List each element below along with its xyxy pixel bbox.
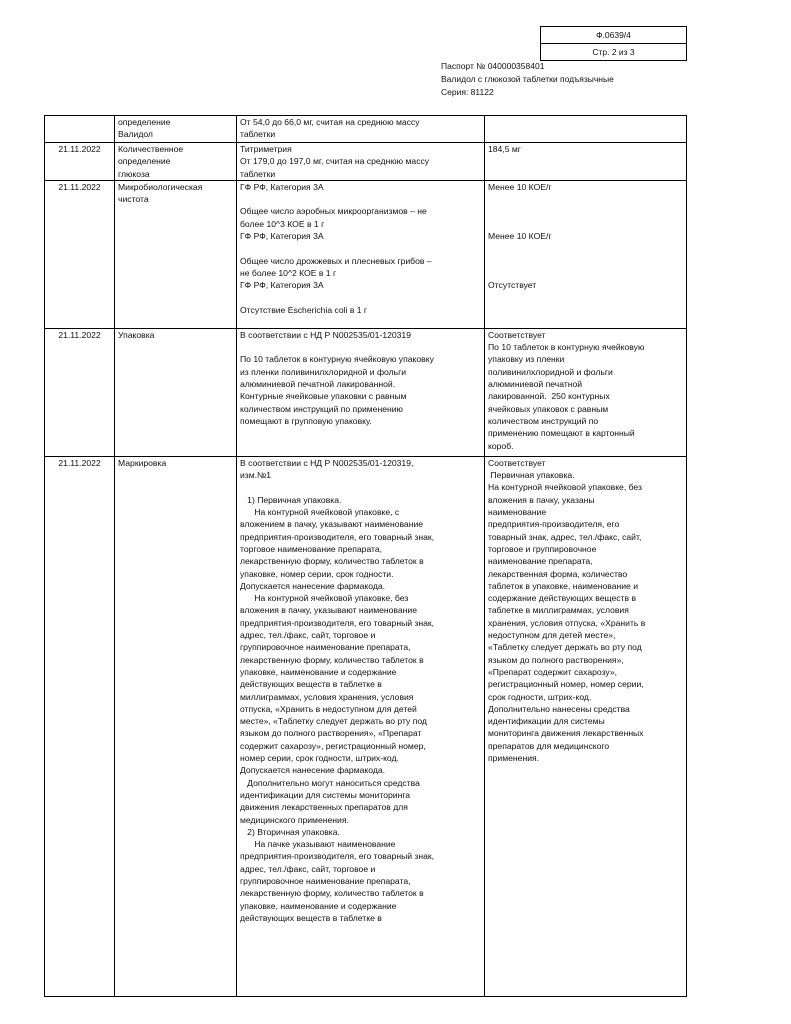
requirement-cell bbox=[237, 143, 485, 181]
text-line: глюкоза bbox=[118, 168, 150, 179]
text-line: срок годности, штрих-код. bbox=[488, 691, 592, 702]
text-line: Дополнительно нанесены средства bbox=[488, 703, 630, 714]
text-line: действующих веществ в таблетке в bbox=[240, 679, 382, 690]
text-line: наименование препарата, bbox=[488, 556, 593, 567]
test-name-cell bbox=[115, 143, 237, 181]
text-line: Отсутствие Escherichia coli в 1 г bbox=[240, 304, 368, 315]
text-line: чистота bbox=[118, 194, 149, 205]
text-line: количеством инструкций по применению bbox=[240, 403, 403, 414]
text-line: поливинилхлоридной и фольги bbox=[488, 366, 613, 377]
result-cell bbox=[485, 116, 687, 143]
text-line: упаковке, наименование и содержание bbox=[240, 666, 397, 677]
text-line: группировочное наименование препарата, bbox=[240, 642, 411, 653]
text-line: языком до полного растворения», bbox=[488, 654, 624, 665]
text-line: Общее число аэробных микроорганизмов – не bbox=[240, 206, 427, 217]
requirement-cell bbox=[237, 456, 485, 996]
passport-number: Паспорт № 040000358401 bbox=[441, 61, 545, 71]
text-line: В соответствии с НД Р N002535/01-120319, bbox=[240, 457, 414, 468]
text-line: упаковке, наименование и содержание bbox=[240, 900, 397, 911]
text-line: таблетки bbox=[240, 129, 276, 140]
text-line: Менее 10 КОЕ/г bbox=[488, 231, 552, 242]
text-line: На контурной ячейковой упаковке, с bbox=[240, 507, 400, 518]
page-number: Стр. 2 из 3 bbox=[541, 43, 686, 60]
text-line: ГФ РФ, Категория 3А bbox=[240, 280, 324, 291]
text-line: Соответствует bbox=[488, 329, 546, 340]
form-code-box bbox=[540, 26, 687, 61]
text-line: Менее 10 КОЕ/г bbox=[488, 181, 552, 192]
text-line bbox=[240, 242, 481, 254]
text-line: 1) Первичная упаковка. bbox=[240, 494, 342, 505]
text-line: изм.№1 bbox=[240, 470, 272, 481]
text-line: препаратов для медицинского bbox=[488, 740, 610, 751]
text-line: регистрационный номер, номер серии, bbox=[488, 679, 644, 690]
text-line: адрес, тел./факс, сайт, торговое и bbox=[240, 630, 376, 641]
text-line: предприятия-производителя, его bbox=[488, 519, 620, 530]
text-line: определение bbox=[118, 117, 171, 127]
text-line bbox=[488, 193, 683, 205]
text-line bbox=[488, 218, 683, 230]
text-line: миллиграммах, условия хранения, условия bbox=[240, 691, 414, 702]
text-line bbox=[240, 292, 481, 304]
text-line: применению помещают в картонный bbox=[488, 428, 635, 439]
text-line: Контурные ячейковые упаковки с равным bbox=[240, 391, 407, 402]
text-line: лекарственную форму, количество таблеток в bbox=[240, 888, 424, 899]
table-row bbox=[45, 328, 687, 456]
table-row bbox=[45, 143, 687, 181]
date-cell bbox=[45, 456, 115, 996]
text-line: ГФ РФ, Категория 3А bbox=[240, 231, 324, 242]
table-row bbox=[45, 456, 687, 996]
text-line: помещают в групповую упаковку. bbox=[240, 415, 372, 426]
date-cell bbox=[45, 180, 115, 328]
text-line: торговое наименование препарата, bbox=[240, 543, 383, 554]
text-line: действующих веществ в таблетке в bbox=[240, 912, 382, 923]
requirement-cell bbox=[237, 116, 485, 143]
form-code: Ф.0639/4 bbox=[596, 30, 631, 40]
text-line: Микробиологическая bbox=[118, 181, 203, 192]
text-line bbox=[488, 242, 683, 254]
text-line: На пачке указывают наименование bbox=[240, 839, 396, 850]
text-line: Количественное bbox=[118, 144, 184, 154]
text-line: наименование bbox=[488, 507, 547, 518]
text-line: определение bbox=[118, 156, 171, 167]
text-line: ячейковых упаковок с равным bbox=[488, 403, 609, 414]
text-line: лекарственную форму, количество таблеток в bbox=[240, 556, 424, 567]
text-line: 2) Вторичная упаковка. bbox=[240, 826, 340, 837]
text-line: предприятия-производителя, его товарный знак, bbox=[240, 531, 435, 542]
text-line bbox=[240, 193, 481, 205]
result-cell bbox=[485, 328, 687, 456]
test-name-cell bbox=[115, 328, 237, 456]
text-line: медицинского применения. bbox=[240, 814, 349, 825]
date-text: 21.11.2022 bbox=[58, 457, 101, 468]
text-line: таблетке в миллиграммах, условия bbox=[488, 605, 629, 616]
text-line: От 179,0 до 197,0 мг, считая на среднюю массу bbox=[240, 156, 430, 167]
text-line: Допускается нанесение фармакода. bbox=[240, 765, 386, 776]
date-text: 21.11.2022 bbox=[58, 181, 101, 192]
test-name-cell bbox=[115, 116, 237, 143]
text-line: Отсутствует bbox=[488, 280, 537, 291]
series-number: Серия: 81122 bbox=[441, 87, 494, 97]
text-line: группировочное наименование препарата, bbox=[240, 875, 411, 886]
table-row bbox=[45, 180, 687, 328]
test-name-cell bbox=[115, 456, 237, 996]
text-line: короб. bbox=[488, 440, 514, 451]
text-line: вложения в пачку, указаны bbox=[488, 494, 595, 505]
text-line: упаковку из пленки bbox=[488, 354, 565, 365]
text-line bbox=[240, 341, 481, 353]
text-line: хранения, условия отпуска, «Хранить в bbox=[488, 617, 646, 628]
text-line: содержит сахарозу», регистрационный номер, bbox=[240, 740, 426, 751]
text-line: содержание действующих веществ в bbox=[488, 593, 637, 604]
text-line: На контурной ячейковой упаковке, без bbox=[240, 593, 409, 604]
text-line: Титриметрия bbox=[240, 144, 292, 154]
text-line: мониторинга движения лекарственных bbox=[488, 728, 644, 739]
document-header bbox=[441, 60, 614, 99]
text-line: товарный знак, адрес, тел./факс, сайт, bbox=[488, 531, 642, 542]
text-line: адрес, тел./факс, сайт, торговое и bbox=[240, 863, 376, 874]
text-line bbox=[488, 267, 683, 279]
text-line: алюминиевой печатной лакированной. bbox=[240, 379, 396, 390]
text-line: лакированной. 250 контурных bbox=[488, 391, 610, 402]
product-name: Валидол с глюкозой таблетки подъязычные bbox=[441, 74, 614, 84]
text-line: упаковке, номер серии, срок годности. bbox=[240, 568, 394, 579]
text-line: отпуска, «Хранить в недоступном для детей bbox=[240, 703, 417, 714]
text-line: алюминиевой печатной bbox=[488, 379, 583, 390]
date-cell bbox=[45, 116, 115, 143]
text-line: применения. bbox=[488, 753, 540, 764]
text-line: таблеток в упаковке, наименование и bbox=[488, 580, 639, 591]
text-line: По 10 таблеток в контурную ячейковую bbox=[488, 342, 645, 353]
date-cell bbox=[45, 143, 115, 181]
text-line: Соответствует bbox=[488, 457, 546, 468]
text-line: Первичная упаковка. bbox=[488, 470, 575, 481]
text-line: лекарственная форма, количество bbox=[488, 568, 628, 579]
requirement-cell bbox=[237, 180, 485, 328]
text-line: Маркировка bbox=[118, 457, 167, 468]
text-line: идентификации для системы мониторинга bbox=[240, 789, 411, 800]
text-line: От 54,0 до 66,0 мг, считая на среднюю массу bbox=[240, 117, 420, 127]
test-name-cell bbox=[115, 180, 237, 328]
text-line: из пленки поливинилхлоридной и фольги bbox=[240, 366, 407, 377]
date-cell bbox=[45, 328, 115, 456]
table-row bbox=[45, 116, 687, 143]
text-line: лекарственную форму, количество таблеток в bbox=[240, 654, 424, 665]
text-line: торговое и группировочное bbox=[488, 543, 597, 554]
date-text: 21.11.2022 bbox=[58, 329, 101, 340]
text-line bbox=[488, 255, 683, 267]
text-line: По 10 таблеток в контурную ячейковую упаковку bbox=[240, 354, 434, 365]
text-line: месте», «Таблетку следует держать во рту под bbox=[240, 716, 427, 727]
text-line: вложением в пачку, указывают наименование bbox=[240, 519, 424, 530]
date-text: 21.11.2022 bbox=[58, 144, 101, 154]
text-line: В соответствии с НД Р N002535/01-120319 bbox=[240, 329, 411, 340]
requirement-cell bbox=[237, 328, 485, 456]
result-cell bbox=[485, 180, 687, 328]
text-line: Упаковка bbox=[118, 329, 155, 340]
text-line: Общее число дрожжевых и плесневых грибов – bbox=[240, 255, 432, 266]
test-results-table bbox=[44, 115, 687, 997]
text-line: не более 10^2 КОЕ в 1 г bbox=[240, 267, 337, 278]
text-line: движения лекарственных препаратов для bbox=[240, 802, 408, 813]
text-line: вложения в пачку, указывают наименование bbox=[240, 605, 418, 616]
text-line: предприятия-производителя, его товарный знак, bbox=[240, 851, 435, 862]
text-line bbox=[488, 205, 683, 217]
text-line: 184,5 мг bbox=[488, 144, 521, 154]
text-line: На контурной ячейковой упаковке, без bbox=[488, 482, 642, 493]
text-line: ГФ РФ, Категория 3А bbox=[240, 181, 324, 192]
text-line: Допускается нанесение фармакода. bbox=[240, 580, 386, 591]
text-line: Валидол bbox=[118, 129, 153, 140]
text-line: более 10^3 КОЕ в 1 г bbox=[240, 218, 325, 229]
text-line: «Препарат содержит сахарозу», bbox=[488, 666, 617, 677]
text-line: идентификации для системы bbox=[488, 716, 605, 727]
text-line: «Таблетку следует держать во рту под bbox=[488, 642, 642, 653]
text-line: количеством инструкций по bbox=[488, 415, 599, 426]
text-line: Дополнительно могут наноситься средства bbox=[240, 777, 420, 788]
text-line: номер серии, срок годности, штрих-код. bbox=[240, 753, 399, 764]
text-line: предприятия-производителя, его товарный знак, bbox=[240, 617, 435, 628]
text-line: таблетки bbox=[240, 168, 276, 179]
result-cell bbox=[485, 456, 687, 996]
text-line: языком до полного растворения», «Препарат bbox=[240, 728, 422, 739]
text-line: недоступном для детей месте», bbox=[488, 630, 616, 641]
result-cell bbox=[485, 143, 687, 181]
text-line bbox=[240, 481, 481, 493]
